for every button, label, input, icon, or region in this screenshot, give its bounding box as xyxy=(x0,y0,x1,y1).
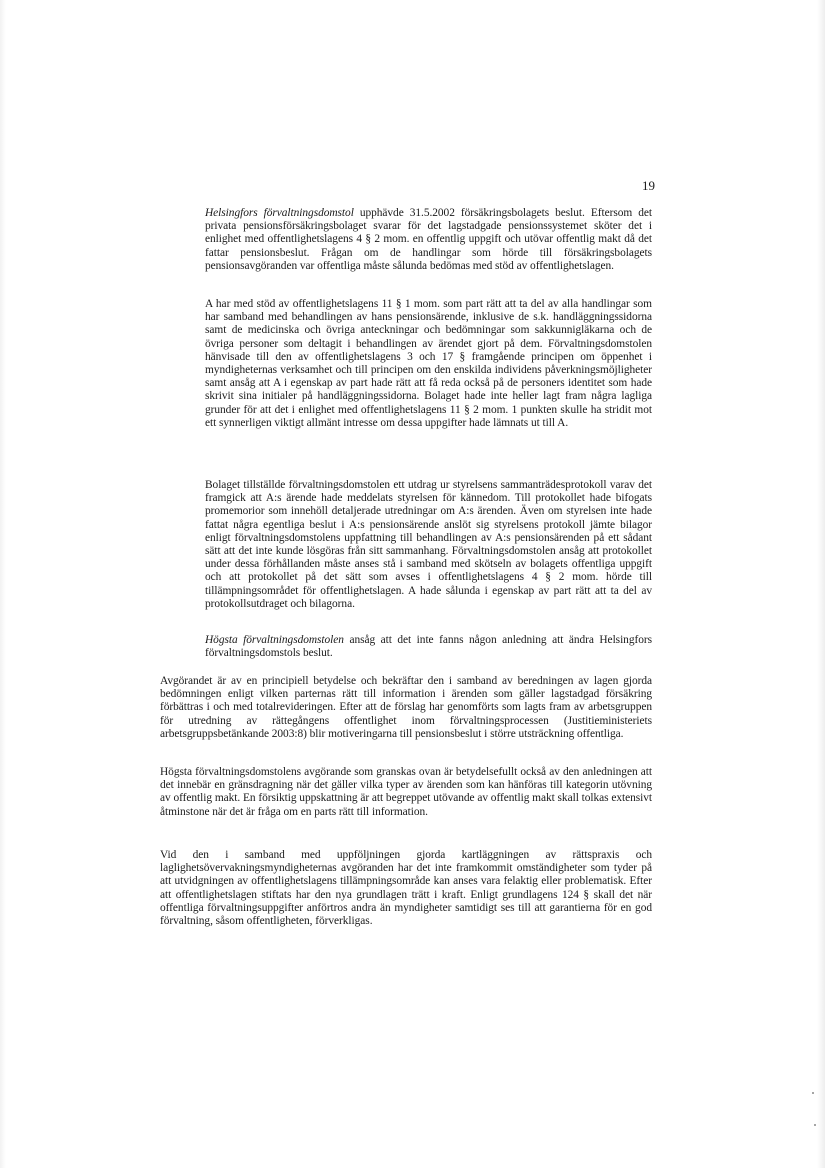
paragraph-4-text: ansåg att det inte fanns någon anledning att ändra Helsingfors förvaltningsdomstols beslut. xyxy=(205,634,652,660)
paragraph-7 xyxy=(160,849,652,928)
paragraph-4-italic-lead: Högsta förvaltningsdomstolen xyxy=(205,634,344,646)
paragraph-7-text: Vid den i samband med uppföljningen gjorda kartläggningen av rättspraxis och laglighetsövervakningsmyndigheternas avgöranden har det inte framkommit omständigheter som tyder på att utvidgningen av offentlighetslagens tillämpningsområde kan anses vara felaktig eller problematisk. Efter att offentlighetslagen stiftats har den nya grundlagen trätt i kraft. Enligt grundlagens 124 § skall det när offentliga förvaltningsuppgifter anförtros andra än myndigheter samtidigt ses till att garantierna för en god förvaltning, såsom offentligheten, förverkligas. xyxy=(160,849,652,928)
paragraph-1-text: upphävde 31.5.2002 försäkringsbolagets beslut. Eftersom det privata pensionsförsäkringsbolaget svarar för det lagstadgade pensionssystemet sköter det i enlighet med offentlighetslagens 4 § 2 mom. en offentlig uppgift och utövar offentlig makt då det fattar pensionsbeslut. Frågan om de handlingar som hörde till försäkringsbolagets pensionsavgöranden var offentliga måste sålunda bedömas med stöd av offentlighetslagen. xyxy=(205,207,652,272)
paragraph-5 xyxy=(160,675,652,741)
scan-speck xyxy=(814,1124,816,1126)
paragraph-5-text: Avgörandet är av en principiell betydelse och bekräftar den i samband av beredningen av lagen gjorda bedömningen enligt vilken parternas rätt till information i ärenden som gäller lagstadgad försäkring förbättras i och med totalrevideringen. Efter att de förslag har genomförts som lagts fram av arbetsgruppen för utredning av rättegångens offentlighet inom förvaltningsprocessen (Justitieministeriets arbetsgruppsbetänkande 2003:8) blir motiveringarna till pensionsbeslut i större utsträckning offentliga. xyxy=(160,675,652,740)
paragraph-3 xyxy=(205,479,652,611)
paragraph-2-text: A har med stöd av offentlighetslagens 11 § 1 mom. som part rätt att ta del av alla handlingar som har samband med behandlingen av hans pensionsärende, inklusive de s.k. handläggningssidorna samt de medicinska och övriga anteckningar och bedömningar som sakkunnigläkarna och de övriga personer som deltagit i behandlingen av ärendet gjort på dem. Förvaltningsdomstolen hänvisade till den av offentlighetslagens 3 och 17 § framgående principen om öppenhet i myndigheternas verksamhet och till principen om den enskilda individens påverkningsmöjligheter samt ansåg att A i egenskap av part hade rätt att få reda också på de personers identitet som hade skrivit sina initialer på handläggningssidorna. Bolaget hade inte heller lagt fram några lagliga grunder för att det i enlighet med offentlighetslagens 11 § 2 mom. 1 punkten skulle ha stridit mot ett synnerligen viktigt allmänt intresse om dessa uppgifter hade lämnats ut till A. xyxy=(205,298,652,429)
paragraph-3-text: Bolaget tillställde förvaltningsdomstolen ett utdrag ur styrelsens sammanträdesprotokoll varav det framgick att A:s ärende hade meddelats styrelsen för kännedom. Till protokollet hade bifogats promemorior som innehöll detaljerade utredningar om A:s ärenden. Även om styrelsen inte hade fattat några egentliga beslut i A:s pensionsärende anslöt sig styrelsens protokoll jämte bilagor enligt förvaltningsdomstolens uppfattning till behandlingen av A:s pensionsärenden på ett sådant sätt att det inte kunde lösgöras från sitt sammanhang. Förvaltningsdomstolen ansåg att protokollet under dessa förhållanden måste anses stå i samband med skötseln av bolagets offentliga uppgift och att protokollet på det sätt som avses i offentlighetslagens 4 § 2 mom. hörde till tillämpningsområdet för offentlighetslagen. A hade sålunda i egenskap av part rätt att ta del av protokollsutdraget och bilagorna. xyxy=(205,479,652,610)
paragraph-4 xyxy=(205,634,652,660)
paragraph-2 xyxy=(205,298,652,430)
scan-speck xyxy=(812,1092,814,1094)
paragraph-1-italic-lead: Helsingfors förvaltningsdomstol xyxy=(205,207,354,219)
scan-edge-left xyxy=(0,0,6,1168)
paragraph-1 xyxy=(205,207,652,273)
paragraph-6-text: Högsta förvaltningsdomstolens avgörande som granskas ovan är betydelsefullt också av den anledningen att det innebär en gränsdragning när det gäller vilka typer av ärenden som kan hänföras till kategorin utövning av offentlig makt. En försiktig uppskattning är att begreppet utövande av offentlig makt skall tolkas extensivt åtminstone när det är fråga om en parts rätt till information. xyxy=(160,766,652,818)
scan-edge-right xyxy=(817,0,825,1168)
page-number: 19 xyxy=(642,178,655,193)
paragraph-6 xyxy=(160,766,652,819)
